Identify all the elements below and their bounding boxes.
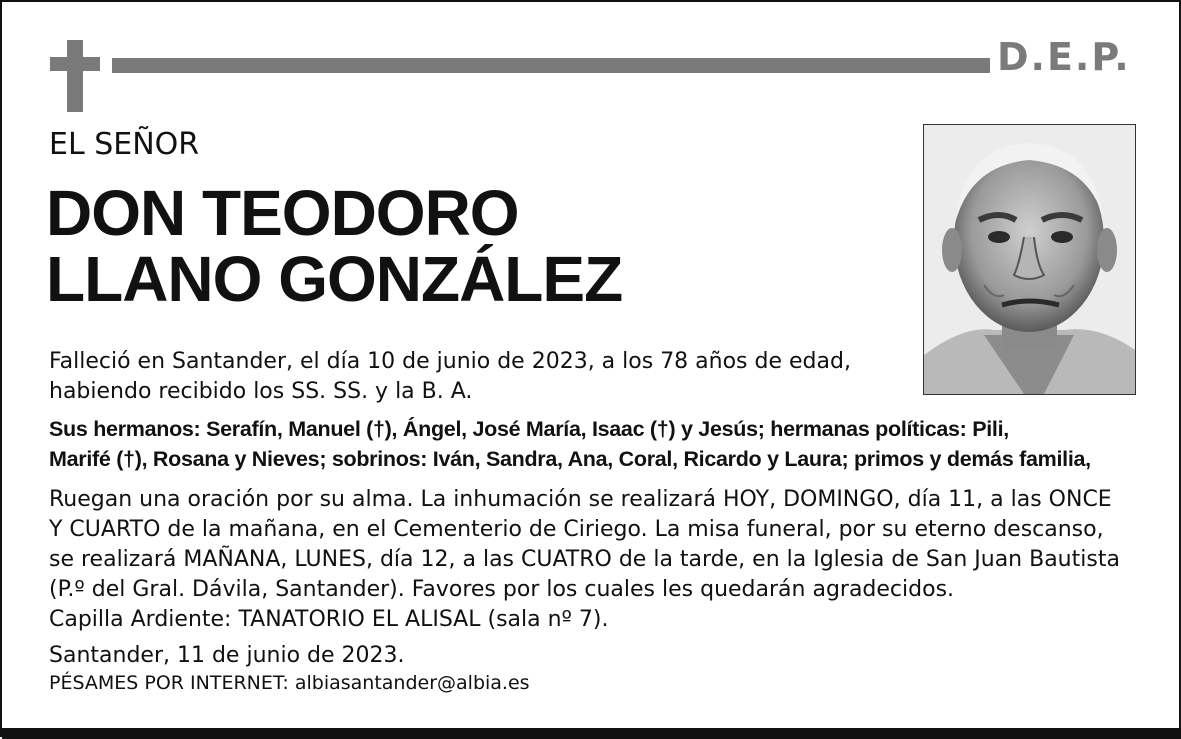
text-line: Ruegan una oración por su alma. La inhumación se realizará HOY, DOMINGO, día 11, a las ONCE [49, 487, 1112, 512]
text-line: Falleció en Santander, el día 10 de junio de 2023, a los 78 años de edad, [49, 349, 851, 374]
notice-date: Santander, 11 de junio de 2023. [49, 643, 405, 668]
bottom-bar [2, 728, 1181, 739]
name-line-1: DON TEODORO [46, 177, 519, 249]
text-line: (P.º del Gral. Dávila, Santander). Favores por los cuales les quedarán agradecidos. [49, 577, 955, 602]
family-list [49, 414, 1091, 474]
cross-icon [50, 40, 100, 112]
text-line: se realizará MAÑANA, LUNES, día 12, a las CUATRO de la tarde, en la Iglesia de San Juan Bautista [49, 547, 1120, 572]
condolences-web: PÉSAMES POR INTERNET: albiasantander@albia.es [49, 672, 530, 694]
funeral-details [49, 485, 1120, 635]
portrait-photo [923, 124, 1136, 395]
text-line: Sus hermanos: Serafín, Manuel (†), Ángel, José María, Isaac (†) y Jesús; hermanas políticas: Pili, [49, 417, 1009, 441]
text-line: habiendo recibido los SS. SS. y la B. A. [49, 379, 473, 404]
name-line-2: LLANO GONZÁLEZ [46, 243, 623, 315]
header-rule [112, 58, 990, 73]
intro-title: EL SEÑOR [49, 127, 200, 162]
text-line: Y CUARTO de la mañana, en el Cementerio de Ciriego. La misa funeral, por su eterno descanso, [49, 517, 1104, 542]
deceased-name [46, 177, 623, 315]
text-line: Capilla Ardiente: TANATORIO EL ALISAL (sala nº 7). [49, 607, 609, 632]
dep-label: D.E.P. [997, 35, 1131, 79]
death-statement [49, 347, 851, 407]
text-line: Marifé (†), Rosana y Nieves; sobrinos: Iván, Sandra, Ana, Coral, Ricardo y Laura; primos y demás familia, [49, 447, 1091, 471]
